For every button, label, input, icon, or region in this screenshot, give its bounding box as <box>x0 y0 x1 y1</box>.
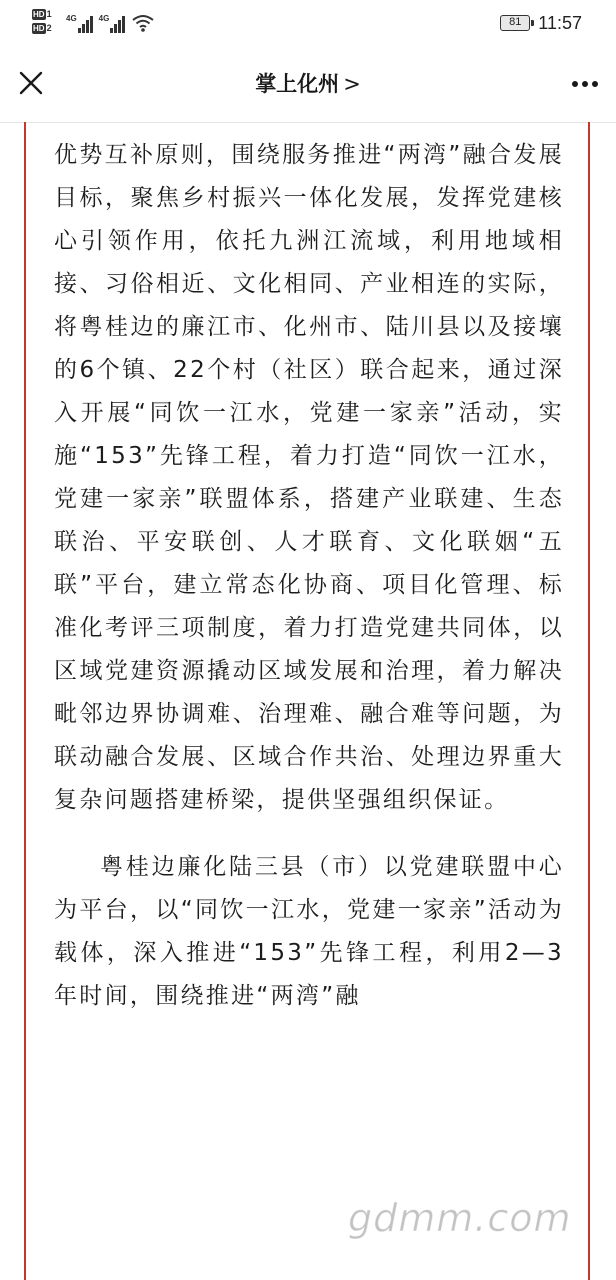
more-button[interactable] <box>568 70 602 98</box>
article-paragraph-2: 粤桂边廉化陆三县（市）以党建联盟中心为平台，以“同饮一江水，党建一家亲”活动为载体，深入推进“153”先锋工程，利用2—3年时间，围绕推进“两湾”融 <box>54 854 564 1009</box>
nav-bar <box>0 44 616 123</box>
hd-label-2: HD <box>33 23 45 33</box>
signal-icon-sim1 <box>66 13 93 33</box>
hd-badge-1 <box>32 8 52 20</box>
article-frame <box>24 122 590 1280</box>
wifi-icon <box>131 13 155 33</box>
network-type-1: 4G <box>66 14 77 23</box>
status-right <box>500 8 582 38</box>
signal-icon-sim2 <box>99 13 126 33</box>
hd-badge-2 <box>32 22 52 34</box>
hd-num-2: 2 <box>46 23 52 33</box>
site-watermark: gdmm.com <box>348 1196 572 1240</box>
more-dot <box>582 81 588 87</box>
hd-num-1: 1 <box>46 9 52 19</box>
page-title: 掌上化州 <box>255 72 340 96</box>
status-bar <box>0 0 616 44</box>
chevron-right-icon: > <box>343 72 361 96</box>
article-paragraph-1: 优势互补原则，围绕服务推进“两湾”融合发展目标，聚焦乡村振兴一体化发展，发挥党建核心引领作用，依托九洲江流域，利用地域相接、习俗相近、文化相同、产业相连的实际，将粤桂边的廉江市、化州市、陆川县以及接壤的6个镇、22个村（社区）联合起来，通过深入开展“同饮一江水，党建一家亲”活动，实施“153”先锋工程，着力打造“同饮一江水，党建一家亲”联盟体系，搭建产业联建、生态联治、平安联创、人才联育、文化联姻“五联”平台，建立常态化协商、项目化管理、标准化考评三项制度，着力打造党建共同体，以区域党建资源撬动区域发展和治理，着力解决毗邻边界协调难、治理难、融合难等问题，为联动融合发展、区域合作共治、处理边界重大复杂问题搭建桥梁，提供坚强组织保证。 <box>54 142 564 813</box>
battery-icon <box>500 15 530 31</box>
account-title-link[interactable] <box>0 68 616 98</box>
more-dot <box>592 81 598 87</box>
status-left <box>34 8 155 38</box>
hd-indicators <box>32 8 52 34</box>
article-body <box>54 134 564 1018</box>
more-dot <box>572 81 578 87</box>
hd-label-1: HD <box>33 9 45 19</box>
network-type-2: 4G <box>98 14 110 23</box>
status-time: 11:57 <box>538 12 582 33</box>
battery-level: 81 <box>509 16 522 28</box>
